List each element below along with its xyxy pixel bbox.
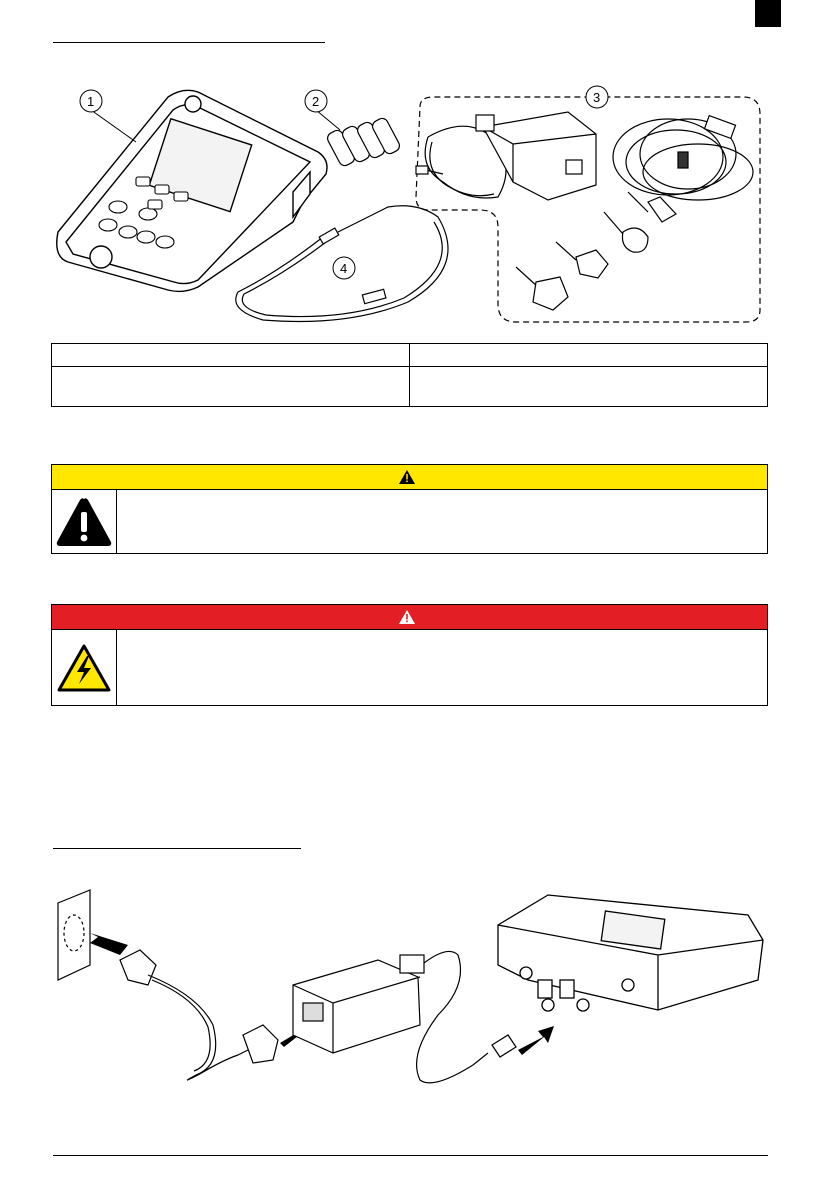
section-heading-underline	[53, 42, 325, 43]
svg-text:4: 4	[340, 261, 348, 276]
meter-illustration	[57, 90, 327, 291]
legend-cell	[410, 344, 768, 367]
insert-arrow-icon	[518, 1026, 554, 1055]
danger-notice	[51, 604, 768, 706]
power-connection-figure	[48, 885, 773, 1095]
legend-cell	[52, 367, 410, 407]
warning-notice	[51, 464, 768, 554]
warning-icon-cell	[52, 490, 117, 553]
svg-text:3: 3	[593, 90, 601, 105]
callout-1	[80, 90, 136, 142]
meter-rear-icon	[498, 895, 763, 1011]
power-adapter-icon	[293, 951, 516, 1082]
wall-outlet-icon	[58, 890, 90, 980]
power-cord-illustration	[613, 116, 753, 200]
callout-2	[305, 90, 340, 130]
figure-legend-table	[51, 343, 768, 407]
danger-triangle-icon	[399, 610, 415, 624]
product-components-figure	[48, 82, 768, 332]
callout-3	[586, 86, 608, 108]
insert-arrow-icon	[90, 933, 128, 955]
danger-text	[117, 630, 767, 705]
danger-header-bar	[52, 605, 767, 630]
warning-header-bar	[52, 465, 767, 490]
power-cord-icon	[120, 950, 278, 1080]
footer-rule	[53, 1155, 768, 1156]
power-adapter-illustration	[416, 112, 596, 200]
legend-cell	[52, 344, 410, 367]
page-edge-tab	[755, 0, 781, 27]
section-heading-underline	[53, 848, 301, 849]
danger-icon-cell	[52, 630, 117, 705]
warning-text	[117, 490, 767, 553]
legend-cell	[410, 367, 768, 407]
exclamation-triangle-icon	[56, 497, 112, 547]
warning-triangle-icon	[399, 470, 415, 484]
batteries-illustration	[325, 116, 401, 167]
electrical-shock-icon	[57, 644, 111, 692]
svg-text:2: 2	[312, 94, 320, 109]
callout-4	[333, 257, 355, 279]
plug-adapters-illustration	[516, 192, 676, 310]
svg-text:1: 1	[87, 94, 95, 109]
